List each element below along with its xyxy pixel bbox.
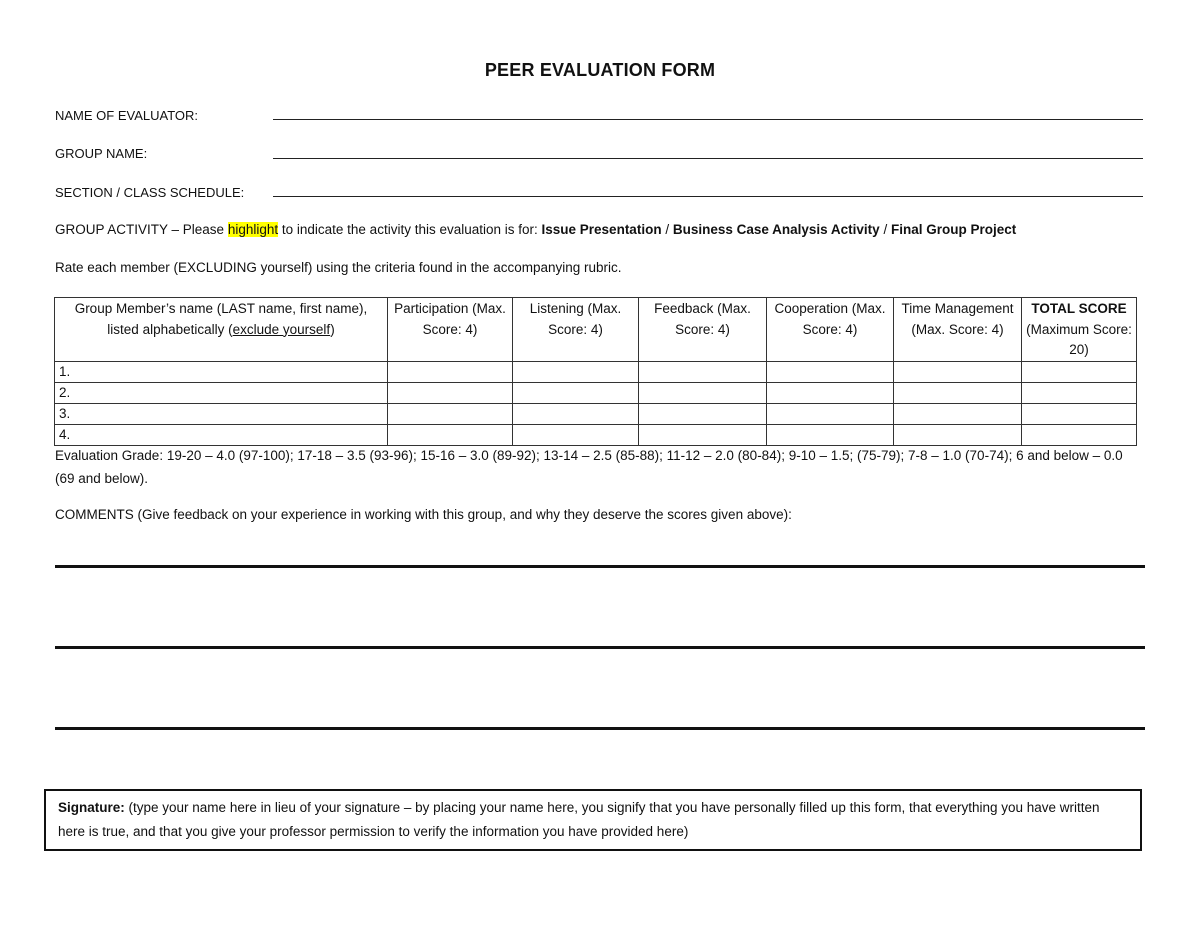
activity-prefix: GROUP ACTIVITY – Please bbox=[55, 222, 228, 237]
table-cell[interactable] bbox=[767, 424, 894, 445]
evaluation-table bbox=[54, 297, 1137, 446]
comment-line[interactable] bbox=[55, 727, 1145, 730]
form-title: PEER EVALUATION FORM bbox=[484, 60, 716, 80]
table-cell[interactable] bbox=[1022, 403, 1137, 424]
activity-separator: / bbox=[661, 222, 673, 237]
table-cell[interactable] bbox=[388, 382, 513, 403]
table-cell[interactable] bbox=[513, 382, 639, 403]
table-cell[interactable] bbox=[894, 361, 1022, 382]
table-cell[interactable] bbox=[894, 382, 1022, 403]
highlight-word: highlight bbox=[227, 222, 279, 237]
header-feedback: Feedback (Max. Score: 4) bbox=[639, 298, 767, 362]
evaluator-label: NAME OF EVALUATOR: bbox=[55, 108, 199, 123]
table-cell[interactable] bbox=[767, 382, 894, 403]
table-cell[interactable] bbox=[767, 403, 894, 424]
header-name-close: ) bbox=[330, 321, 335, 337]
table-cell[interactable] bbox=[639, 361, 767, 382]
row-number[interactable]: 3. bbox=[55, 403, 388, 424]
comments-label: COMMENTS (Give feedback on your experience in working with this group, and why they deserve the scores given above): bbox=[55, 507, 792, 522]
table-cell[interactable] bbox=[513, 361, 639, 382]
signature-box[interactable] bbox=[44, 789, 1142, 851]
evaluator-field[interactable] bbox=[273, 119, 1143, 120]
comment-line[interactable] bbox=[55, 565, 1145, 568]
table-cell[interactable] bbox=[639, 424, 767, 445]
header-member-name bbox=[55, 298, 388, 362]
table-cell[interactable] bbox=[1022, 424, 1137, 445]
total-score-sub: (Maximum Score: 20) bbox=[1026, 321, 1132, 357]
activity-option-business-case[interactable]: Business Case Analysis Activity bbox=[672, 222, 880, 237]
section-label: SECTION / CLASS SCHEDULE: bbox=[55, 185, 245, 200]
header-total-score bbox=[1022, 298, 1137, 362]
signature-instruction: (type your name here in lieu of your signature – by placing your name here, you signify that you have personally filled up this form, that everything you have written here is true, and that you give your professor permission to verify the information you have provided here) bbox=[58, 800, 1100, 839]
rate-instruction: Rate each member (EXCLUDING yourself) using the criteria found in the accompanying rubric. bbox=[55, 260, 622, 275]
table-cell[interactable] bbox=[639, 403, 767, 424]
table-row bbox=[55, 424, 1137, 445]
activity-middle: to indicate the activity this evaluation is for: bbox=[278, 222, 542, 237]
header-name-underline: exclude yourself bbox=[232, 321, 331, 337]
table-cell[interactable] bbox=[639, 382, 767, 403]
row-number[interactable]: 1. bbox=[55, 361, 388, 382]
table-row bbox=[55, 403, 1137, 424]
header-listening: Listening (Max. Score: 4) bbox=[513, 298, 639, 362]
table-cell[interactable] bbox=[894, 424, 1022, 445]
header-name-text: Group Member’s name (LAST name, first name), listed alphabetically ( bbox=[74, 301, 368, 337]
table-cell[interactable] bbox=[513, 403, 639, 424]
row-number[interactable]: 2. bbox=[55, 382, 388, 403]
table-cell[interactable] bbox=[388, 361, 513, 382]
header-time-management: Time Management (Max. Score: 4) bbox=[894, 298, 1022, 362]
table-cell[interactable] bbox=[388, 424, 513, 445]
table-row bbox=[55, 382, 1137, 403]
group-activity-line bbox=[55, 222, 1016, 237]
activity-option-final-project[interactable]: Final Group Project bbox=[890, 222, 1017, 237]
activity-separator: / bbox=[879, 222, 891, 237]
row-number[interactable]: 4. bbox=[55, 424, 388, 445]
total-score-label: TOTAL SCORE bbox=[1031, 301, 1127, 316]
table-cell[interactable] bbox=[767, 361, 894, 382]
header-cooperation: Cooperation (Max. Score: 4) bbox=[767, 298, 894, 362]
table-row bbox=[55, 361, 1137, 382]
table-cell[interactable] bbox=[894, 403, 1022, 424]
table-cell[interactable] bbox=[1022, 382, 1137, 403]
evaluation-grade-scale: Evaluation Grade: 19-20 – 4.0 (97-100); 17-18 – 3.5 (93-96); 15-16 – 3.0 (89-92); 13-14 – 2.5 (85-88); 11-12 – 2.0 (80-84); 9-10 – 1.5; (75-79); 7-8 – 1.0 (70-74); 6 and below – 0.0 (69 and below). bbox=[55, 448, 1123, 486]
comment-line[interactable] bbox=[55, 646, 1145, 649]
table-cell[interactable] bbox=[388, 403, 513, 424]
table-cell[interactable] bbox=[513, 424, 639, 445]
activity-option-issue-presentation[interactable]: Issue Presentation bbox=[541, 222, 662, 237]
group-name-label: GROUP NAME: bbox=[55, 146, 148, 161]
section-field[interactable] bbox=[273, 196, 1143, 197]
signature-label: Signature: bbox=[58, 800, 125, 815]
group-name-field[interactable] bbox=[273, 158, 1143, 159]
table-header-row bbox=[55, 298, 1137, 362]
header-participation: Participation (Max. Score: 4) bbox=[388, 298, 513, 362]
table-cell[interactable] bbox=[1022, 361, 1137, 382]
